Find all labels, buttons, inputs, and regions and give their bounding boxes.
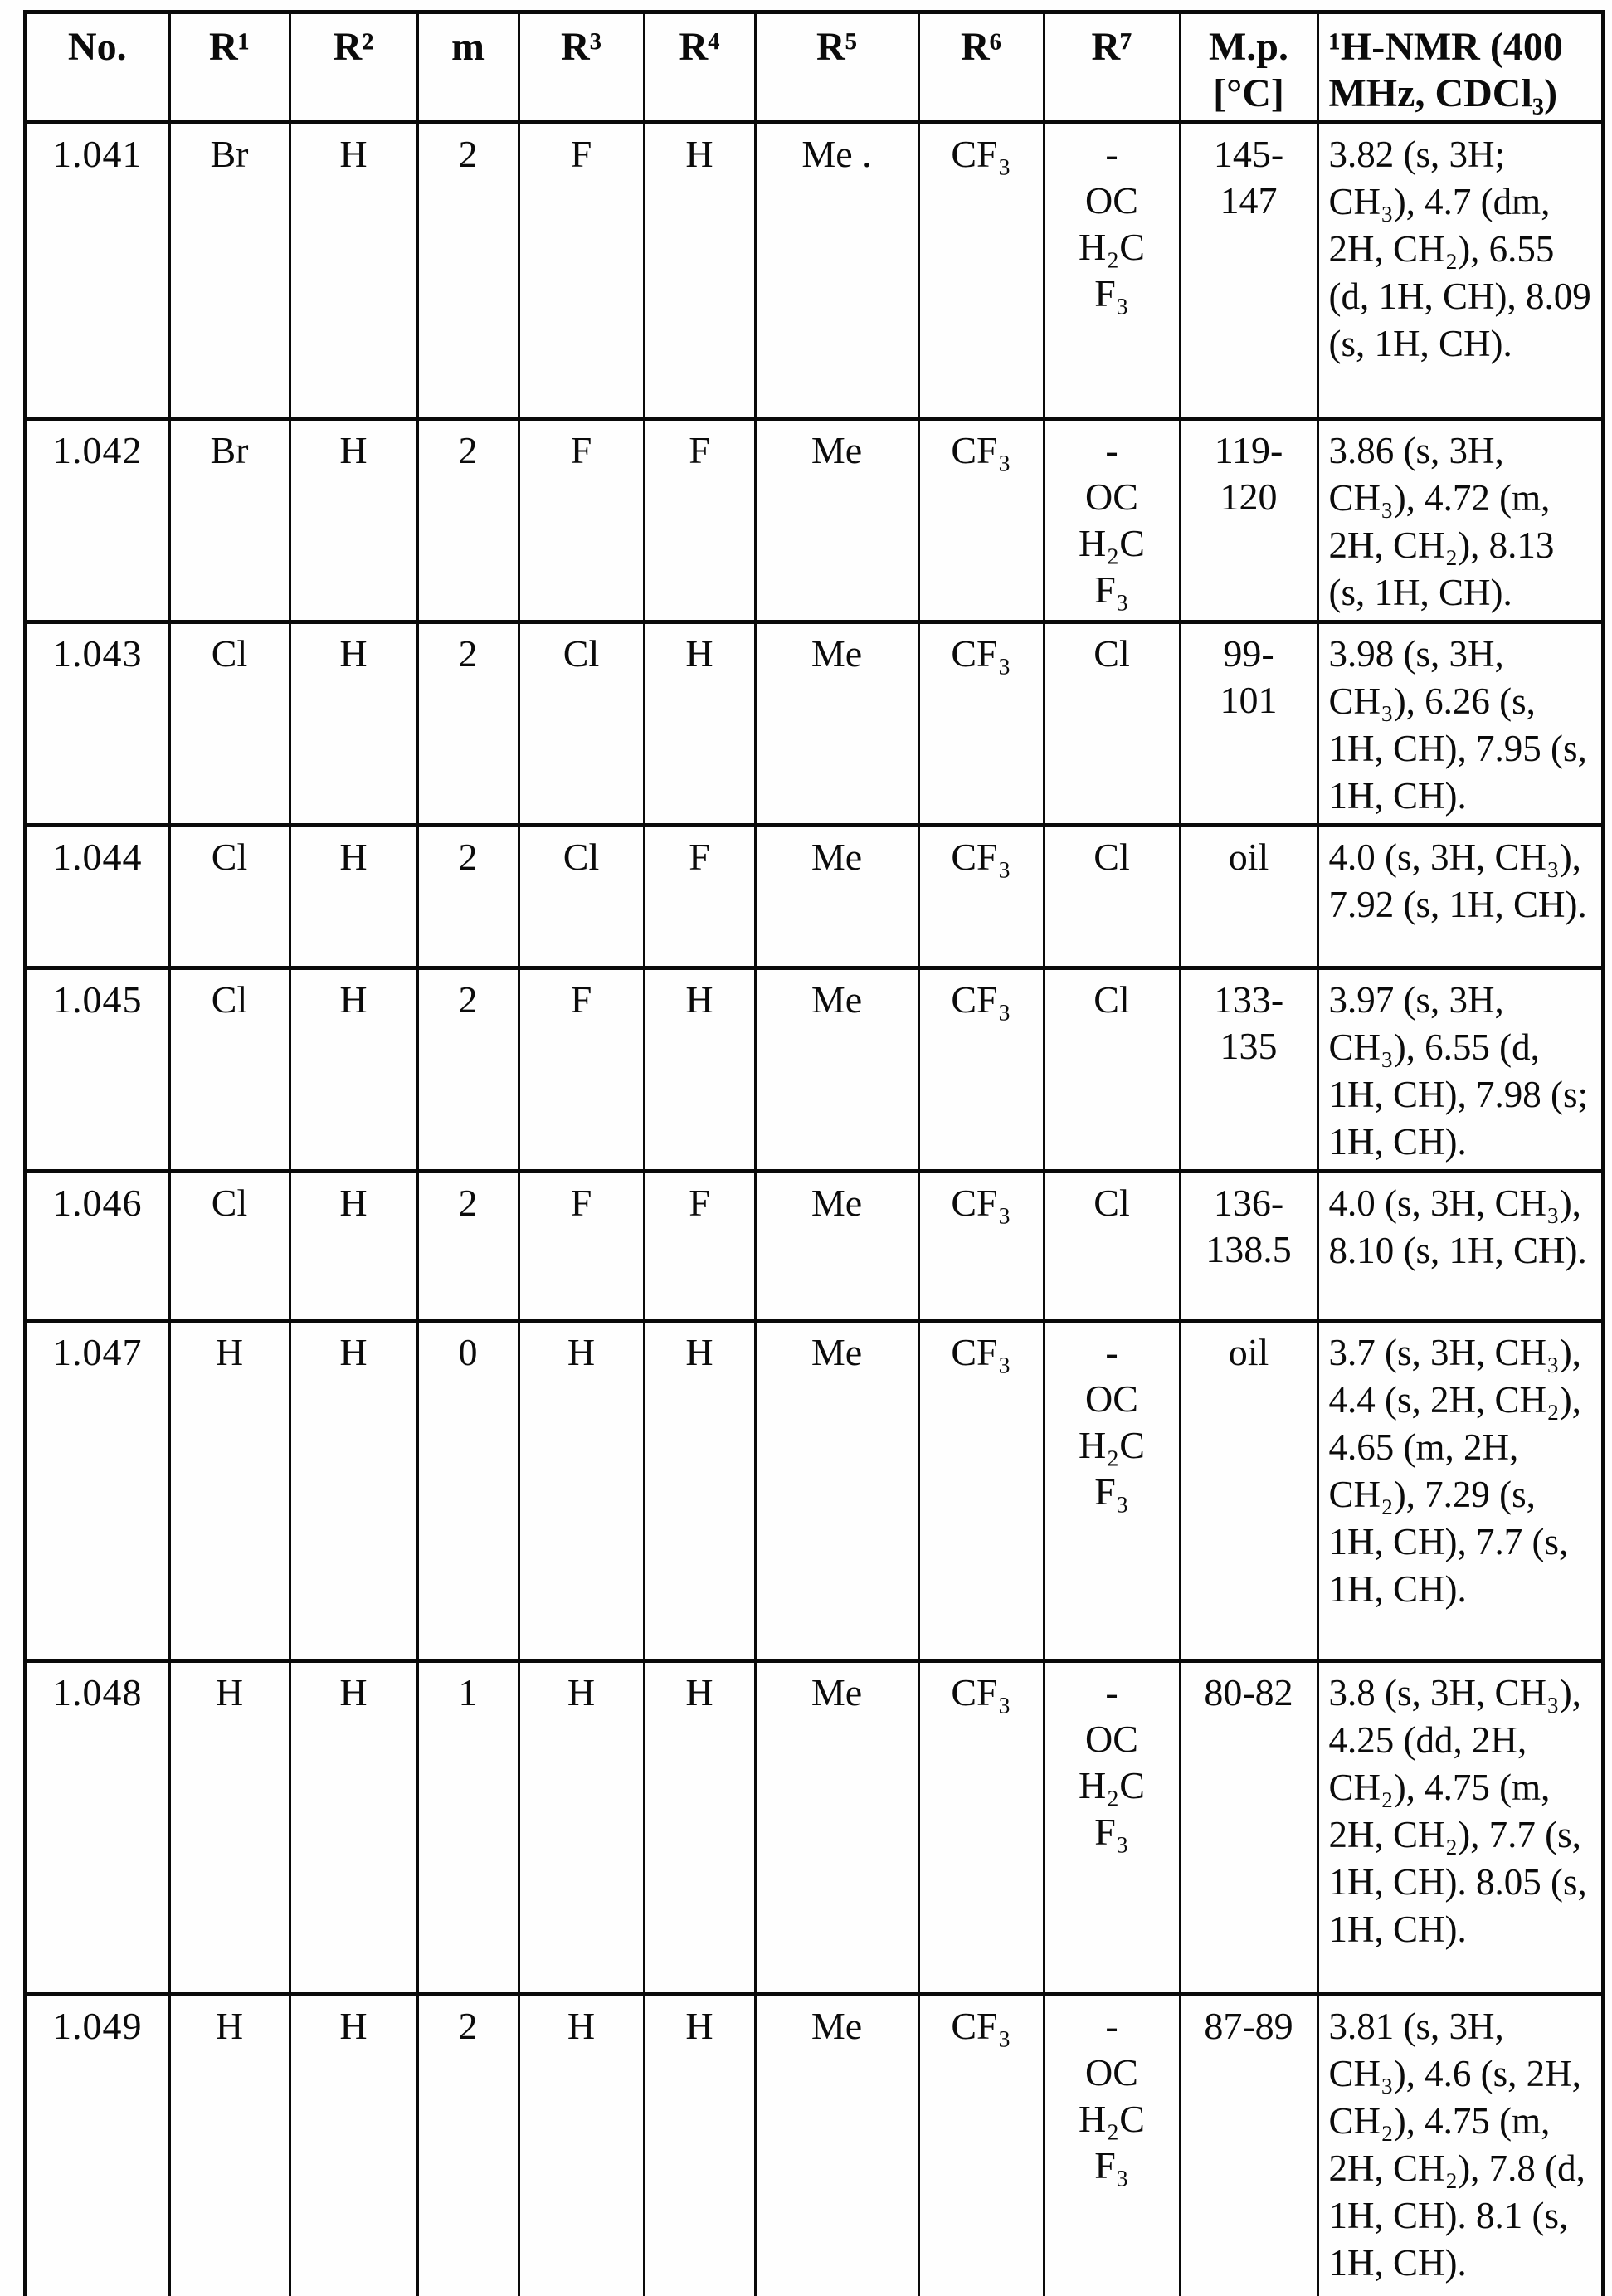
cell-m: 2 bbox=[417, 1172, 519, 1321]
cell-m: 2 bbox=[417, 826, 519, 968]
table-row bbox=[25, 1995, 1603, 2296]
cell-r5: Me bbox=[755, 622, 918, 826]
cell-r1: H bbox=[169, 1321, 290, 1661]
cell-r5: Me . bbox=[755, 123, 918, 419]
cell-nmr: 4.0 (s, 3H, CH₃), 8.10 (s, 1H, CH). bbox=[1317, 1172, 1603, 1321]
cell-m: 2 bbox=[417, 1995, 519, 2296]
cell-mp: oil bbox=[1180, 826, 1317, 968]
cell-r7: Cl bbox=[1044, 826, 1180, 968]
cell-r7: - OC H₂C F₃ bbox=[1044, 123, 1180, 419]
cell-nmr: 3.81 (s, 3H, CH₃), 4.6 (s, 2H, CH₂), 4.75 (m, 2H, CH₂), 7.8 (d, 1H, CH). 8.1 (s, 1H, CH). bbox=[1317, 1995, 1603, 2296]
compound-table bbox=[23, 10, 1605, 2296]
cell-r4: H bbox=[644, 123, 755, 419]
cell-m: 0 bbox=[417, 1321, 519, 1661]
table-row bbox=[25, 1661, 1603, 1995]
cell-mp: 145- 147 bbox=[1180, 123, 1317, 419]
cell-no: 1.047 bbox=[25, 1321, 169, 1661]
cell-m: 2 bbox=[417, 123, 519, 419]
cell-no: 1.042 bbox=[25, 419, 169, 622]
cell-r6: CF₃ bbox=[918, 826, 1044, 968]
cell-r5: Me bbox=[755, 826, 918, 968]
cell-mp: 80-82 bbox=[1180, 1661, 1317, 1995]
cell-r5: Me bbox=[755, 968, 918, 1172]
cell-r5: Me bbox=[755, 1995, 918, 2296]
cell-mp: 99- 101 bbox=[1180, 622, 1317, 826]
cell-r2: H bbox=[290, 826, 417, 968]
cell-r1: Cl bbox=[169, 826, 290, 968]
cell-r1: Br bbox=[169, 419, 290, 622]
cell-r3: F bbox=[519, 123, 644, 419]
cell-r3: H bbox=[519, 1321, 644, 1661]
cell-r1: H bbox=[169, 1995, 290, 2296]
cell-r4: H bbox=[644, 968, 755, 1172]
cell-r1: H bbox=[169, 1661, 290, 1995]
table-row bbox=[25, 123, 1603, 419]
cell-r4: F bbox=[644, 1172, 755, 1321]
cell-r4: H bbox=[644, 622, 755, 826]
header-cell-r5: R⁵ bbox=[755, 12, 918, 123]
cell-m: 2 bbox=[417, 622, 519, 826]
cell-r3: F bbox=[519, 1172, 644, 1321]
cell-r7: - OC H₂C F₃ bbox=[1044, 1995, 1180, 2296]
cell-r6: CF₃ bbox=[918, 968, 1044, 1172]
cell-r1: Cl bbox=[169, 968, 290, 1172]
cell-r1: Br bbox=[169, 123, 290, 419]
cell-r6: CF₃ bbox=[918, 1172, 1044, 1321]
table-body bbox=[25, 123, 1603, 2296]
cell-r7: - OC H₂C F₃ bbox=[1044, 1661, 1180, 1995]
table-row bbox=[25, 826, 1603, 968]
cell-r3: H bbox=[519, 1995, 644, 2296]
cell-r6: CF₃ bbox=[918, 1995, 1044, 2296]
cell-r3: Cl bbox=[519, 622, 644, 826]
cell-r7: - OC H₂C F₃ bbox=[1044, 1321, 1180, 1661]
cell-r4: F bbox=[644, 419, 755, 622]
header-cell-mp: M.p. [°C] bbox=[1180, 12, 1317, 123]
cell-r7: - OC H₂C F₃ bbox=[1044, 419, 1180, 622]
cell-r2: H bbox=[290, 622, 417, 826]
cell-r2: H bbox=[290, 1661, 417, 1995]
cell-r2: H bbox=[290, 419, 417, 622]
cell-m: 2 bbox=[417, 419, 519, 622]
cell-r7: Cl bbox=[1044, 1172, 1180, 1321]
cell-no: 1.046 bbox=[25, 1172, 169, 1321]
header-cell-r1: R¹ bbox=[169, 12, 290, 123]
cell-r7: Cl bbox=[1044, 968, 1180, 1172]
cell-r2: H bbox=[290, 1172, 417, 1321]
cell-r4: H bbox=[644, 1661, 755, 1995]
cell-r5: Me bbox=[755, 1172, 918, 1321]
cell-r2: H bbox=[290, 1995, 417, 2296]
cell-no: 1.045 bbox=[25, 968, 169, 1172]
header-cell-r2: R² bbox=[290, 12, 417, 123]
cell-mp: 87-89 bbox=[1180, 1995, 1317, 2296]
cell-r3: H bbox=[519, 1661, 644, 1995]
cell-r6: CF₃ bbox=[918, 1321, 1044, 1661]
table-row bbox=[25, 968, 1603, 1172]
cell-no: 1.041 bbox=[25, 123, 169, 419]
cell-r6: CF₃ bbox=[918, 123, 1044, 419]
header-cell-r6: R⁶ bbox=[918, 12, 1044, 123]
table-row bbox=[25, 622, 1603, 826]
cell-r6: CF₃ bbox=[918, 622, 1044, 826]
table-row bbox=[25, 1321, 1603, 1661]
cell-mp: 119- 120 bbox=[1180, 419, 1317, 622]
header-cell-r7: R⁷ bbox=[1044, 12, 1180, 123]
cell-r4: F bbox=[644, 826, 755, 968]
cell-r3: Cl bbox=[519, 826, 644, 968]
table-row bbox=[25, 419, 1603, 622]
cell-nmr: 3.7 (s, 3H, CH₃), 4.4 (s, 2H, CH₂), 4.65 (m, 2H, CH₂), 7.29 (s, 1H, CH), 7.7 (s, 1H, CH). bbox=[1317, 1321, 1603, 1661]
header-row bbox=[25, 12, 1603, 123]
cell-m: 2 bbox=[417, 968, 519, 1172]
cell-r3: F bbox=[519, 968, 644, 1172]
cell-nmr: 4.0 (s, 3H, CH₃), 7.92 (s, 1H, CH). bbox=[1317, 826, 1603, 968]
cell-nmr: 3.86 (s, 3H, CH₃), 4.72 (m, 2H, CH₂), 8.13 (s, 1H, CH). bbox=[1317, 419, 1603, 622]
cell-r7: Cl bbox=[1044, 622, 1180, 826]
cell-r1: Cl bbox=[169, 622, 290, 826]
header-cell-no: No. bbox=[25, 12, 169, 123]
cell-nmr: 3.82 (s, 3H; CH₃), 4.7 (dm, 2H, CH₂), 6.55 (d, 1H, CH), 8.09 (s, 1H, CH). bbox=[1317, 123, 1603, 419]
cell-r2: H bbox=[290, 1321, 417, 1661]
cell-mp: 136- 138.5 bbox=[1180, 1172, 1317, 1321]
header-cell-r4: R⁴ bbox=[644, 12, 755, 123]
cell-nmr: 3.97 (s, 3H, CH₃), 6.55 (d, 1H, CH), 7.98 (s; 1H, CH). bbox=[1317, 968, 1603, 1172]
cell-r5: Me bbox=[755, 1661, 918, 1995]
cell-r6: CF₃ bbox=[918, 419, 1044, 622]
header-cell-nmr: ¹H-NMR (400 MHz, CDCl₃) bbox=[1317, 12, 1603, 123]
header-cell-r3: R³ bbox=[519, 12, 644, 123]
cell-r5: Me bbox=[755, 419, 918, 622]
cell-r2: H bbox=[290, 123, 417, 419]
cell-no: 1.043 bbox=[25, 622, 169, 826]
cell-r4: H bbox=[644, 1995, 755, 2296]
cell-nmr: 3.98 (s, 3H, CH₃), 6.26 (s, 1H, CH), 7.95 (s, 1H, CH). bbox=[1317, 622, 1603, 826]
cell-r1: Cl bbox=[169, 1172, 290, 1321]
cell-no: 1.049 bbox=[25, 1995, 169, 2296]
cell-mp: oil bbox=[1180, 1321, 1317, 1661]
cell-nmr: 3.8 (s, 3H, CH₃), 4.25 (dd, 2H, CH₂), 4.75 (m, 2H, CH₂), 7.7 (s, 1H, CH). 8.05 (s, 1H, CH). bbox=[1317, 1661, 1603, 1995]
cell-mp: 133- 135 bbox=[1180, 968, 1317, 1172]
cell-m: 1 bbox=[417, 1661, 519, 1995]
cell-r3: F bbox=[519, 419, 644, 622]
cell-r2: H bbox=[290, 968, 417, 1172]
cell-no: 1.044 bbox=[25, 826, 169, 968]
table-row bbox=[25, 1172, 1603, 1321]
cell-r6: CF₃ bbox=[918, 1661, 1044, 1995]
cell-r5: Me bbox=[755, 1321, 918, 1661]
cell-r4: H bbox=[644, 1321, 755, 1661]
cell-no: 1.048 bbox=[25, 1661, 169, 1995]
header-cell-m: m bbox=[417, 12, 519, 123]
